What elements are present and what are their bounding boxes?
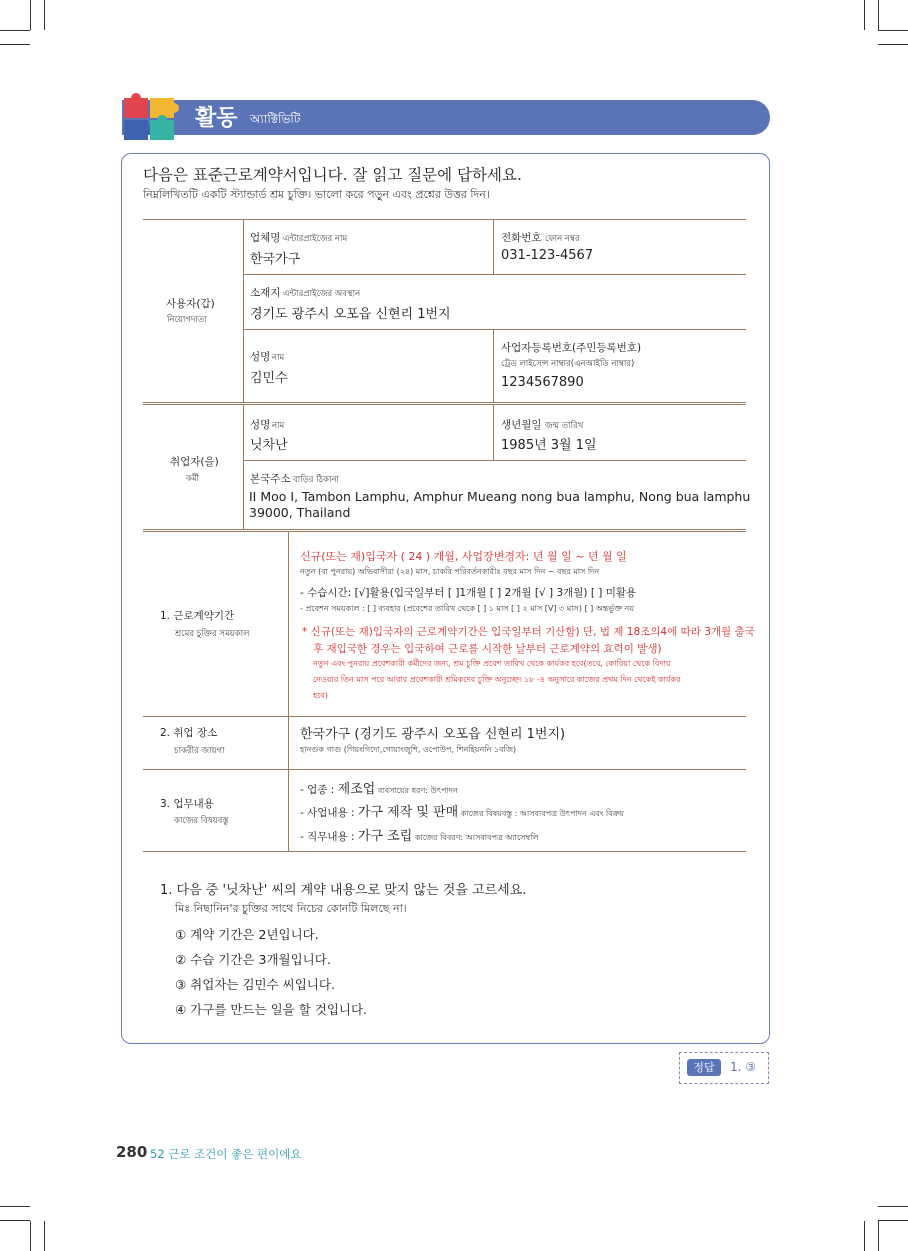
table-rule [288, 532, 289, 851]
job-item [300, 825, 538, 845]
phone-value: 031-123-4567 [501, 248, 594, 263]
crop-mark [878, 1206, 908, 1207]
birth-value: 1985년 3월 1일 [501, 438, 597, 453]
address-label-bn: এন্টারপ্রাইজের অবস্থান [283, 289, 361, 299]
worker-name-label-bn: নাম [272, 421, 285, 431]
contract-note-bn-3: হবে) [313, 691, 328, 700]
work-place-label: 2. 취업 장소 [160, 727, 218, 739]
instruction-ko: 다음은 표준근로계약서입니다. 잘 읽고 질문에 답하세요. [143, 166, 522, 184]
reg-value: 1234567890 [501, 375, 584, 390]
crop-mark [44, 1221, 45, 1251]
employer-name-label: 성명 [250, 351, 271, 363]
job-item [300, 778, 458, 798]
job-item-bn: কাজের বিবরণ: আসবাবপত্র অ্যাসেম্বলি [412, 833, 539, 842]
table-rule [143, 219, 746, 220]
job-item-bn: ব্যবসায়ের ধরণ: উৎপাদন [375, 786, 458, 795]
probation-line-bn: - প্রবেশন সময়কাল : [ ] ব্যবহার (প্রবেশের তারিখ থেকে [ ] ১ মাস [ ] ২ মাস [V] ৩ মাস) [ ] অন্তর্ভুক্ত নয় [300, 604, 635, 613]
option-3: ③ 취업자는 김민수 씨입니다. [175, 977, 335, 992]
crop-mark [30, 1221, 31, 1251]
answer-box [679, 1052, 769, 1084]
phone-label: 전화번호 [501, 232, 542, 244]
page-title: 52 근로 조건이 좋은 편이에요 [150, 1147, 302, 1161]
home-address-label-bn: বাড়ির ঠিকানা [293, 475, 339, 485]
job-content-label: 3. 업무내용 [160, 798, 214, 810]
address-value: 경기도 광주시 오포읍 신현리 1번지 [250, 307, 451, 322]
job-item-bn: কাজের বিষয়বস্তু : আসবাবপত্র উৎপাদন এবং বিক্রয় [458, 809, 625, 818]
contract-period-label-bn: শ্রমের চুক্তির সময়কাল [175, 629, 250, 639]
reg-label: 사업자등록번호(주민등록번호) [501, 342, 642, 354]
question-text: 1. 다음 중 '닛차난' 씨의 계약 내용으로 맞지 않는 것을 고르세요. [160, 883, 527, 898]
option-2: ② 수습 기간은 3개월입니다. [175, 952, 331, 967]
home-address-line2: 39000, Thailand [249, 505, 351, 520]
job-item-value: 가구 제작 및 판매 [357, 805, 459, 820]
job-content-label-bn: কাজের বিষয়বস্তু [174, 816, 229, 826]
work-place-value: 한국가구 (경기도 광주시 오포읍 신현리 1번지) [300, 727, 566, 742]
company-label: 업체명 [250, 232, 281, 244]
question-text-bn: মিঃ নিছানিন'র চুক্তির সাথে নিচের কোনটি মিলছে না। [175, 902, 407, 915]
probation-line: - 수습시간: [√]활용(입국일부터 [ ]1개월 [ ] 2개월 [√ ] 3개월) [ ] 미활용 [300, 587, 637, 599]
table-rule [243, 329, 746, 330]
worker-name-value: 닛차난 [250, 438, 288, 453]
table-rule [243, 274, 746, 275]
contract-note-bn-1: নতুন এবং পুনরায় প্রবেশকারী কর্মীদের জন্য, শ্রম চুক্তি প্রবেশ তারিখ থেকে কার্যকর হবে(তবে, কোরিয়া থেকে বিদায় [313, 659, 671, 668]
page-number: 280 [116, 1143, 148, 1161]
banner-title: 활동 [195, 106, 238, 131]
job-item-prefix: - 직무내용 : [300, 831, 358, 843]
worker-name-label: 성명 [250, 419, 271, 431]
crop-mark [878, 1220, 908, 1221]
job-item-prefix: - 업종 : [300, 784, 338, 796]
contract-note-2: 후 재입국한 경우는 입국하여 근로를 시작한 날부터 근로계약의 효력이 발생) [313, 643, 662, 655]
answer-text: 1. ③ [730, 1060, 757, 1074]
employer-label-bn: নিয়োগদাতা [167, 315, 207, 325]
table-rule [493, 329, 494, 402]
crop-mark [864, 1221, 865, 1251]
phone-label-bn: ফোন নম্বর [545, 234, 580, 244]
answer-badge: 정답 [687, 1059, 721, 1076]
crop-mark [0, 44, 30, 45]
crop-mark [878, 0, 879, 30]
worker-label: 취업자(을) [170, 456, 219, 468]
birth-label: 생년월일 [501, 419, 542, 431]
birth-label-bn: জন্ম তারিখ [545, 421, 584, 431]
option-4: ④ 가구를 만드는 일을 할 것입니다. [175, 1002, 368, 1017]
crop-mark [864, 0, 865, 30]
table-rule [243, 405, 244, 529]
option-1: ① 계약 기간은 2년입니다. [175, 927, 319, 942]
crop-mark [878, 1221, 879, 1251]
job-item [300, 801, 624, 821]
crop-mark [30, 0, 31, 30]
employer-label: 사용자(갑) [166, 298, 215, 310]
home-address-label: 본국주소 [250, 473, 291, 485]
reg-label-bn: ট্রেড লাইসেন্স নাম্বার(এনআইডি নাম্বার) [501, 359, 635, 369]
table-rule [493, 405, 494, 460]
contract-period-line-bn: নতুন (বা পুনরায়) অভিবাসীরা (২৪) মাস, চাকরি পরিবর্তনকারীঃ বছর মাস দিন ~ বছর মাস দিন [300, 567, 600, 576]
banner-subtitle: অ্যাক্টিভিটি [250, 112, 301, 126]
company-value: 한국가구 [250, 252, 301, 267]
table-rule [243, 219, 244, 403]
crop-mark [878, 44, 908, 45]
contract-period-label: 1. 근로계약기간 [160, 610, 235, 622]
job-item-prefix: - 사업내용 : [300, 807, 358, 819]
table-rule [143, 402, 746, 405]
table-rule [143, 716, 746, 717]
crop-mark [0, 1206, 30, 1207]
table-rule [143, 529, 746, 532]
table-rule [143, 851, 746, 852]
job-item-value: 가구 조립 [357, 829, 413, 844]
crop-mark [44, 0, 45, 30]
home-address-line1: II Moo I, Tambon Lamphu, Amphur Mueang nong bua lamphu, Nong bua lamphu [249, 489, 751, 504]
job-item-value: 제조업 [337, 782, 376, 797]
work-place-label-bn: চাকরীর জায়গা [174, 746, 225, 756]
contract-period-line: 신규(또는 재)입국자 ( 24 ) 개월, 사업장변경자: 년 월 일 ~ 년 월 일 [300, 550, 627, 563]
table-rule [243, 460, 746, 461]
contract-note-bn-2: নেওয়ার তিন মাস পরে আবার প্রবেশকারী শ্রমিকদের চুক্তি অনুচ্ছেদ ১৮ -৪ অনুসারে কাজের প্রথম দিন থেকেই কার্যকর [313, 675, 681, 684]
address-label: 소재지 [250, 287, 281, 299]
contract-note-1: * 신규(또는 재)입국자의 근로계약기간은 입국일부터 기산함) 단, 법 제 18조의4에 따라 3개월 출국 [302, 626, 755, 638]
crop-mark [878, 30, 908, 31]
employer-name-label-bn: নাম [272, 353, 285, 363]
crop-mark [0, 30, 30, 31]
company-label-bn: এন্টারপ্রাইজের নাম [283, 234, 348, 244]
table-rule [143, 769, 746, 770]
work-place-value-bn: হানগুক গাগু (গিয়ংগিদো,গোয়াংজুশি, ওপোউপ, শিনহিয়ননি ১বজি) [300, 745, 517, 754]
instruction-bn: নিম্নলিখিতটি একটি স্ট্যান্ডার্ড শ্রম চুক্তি। ভালো করে পড়ুন এবং প্রশ্নের উত্তর দিন। [143, 188, 490, 201]
employer-name-value: 김민수 [250, 371, 288, 386]
table-rule [493, 219, 494, 274]
puzzle-icon [120, 92, 184, 142]
crop-mark [0, 1220, 30, 1221]
worker-label-bn: কর্মী [186, 474, 200, 484]
